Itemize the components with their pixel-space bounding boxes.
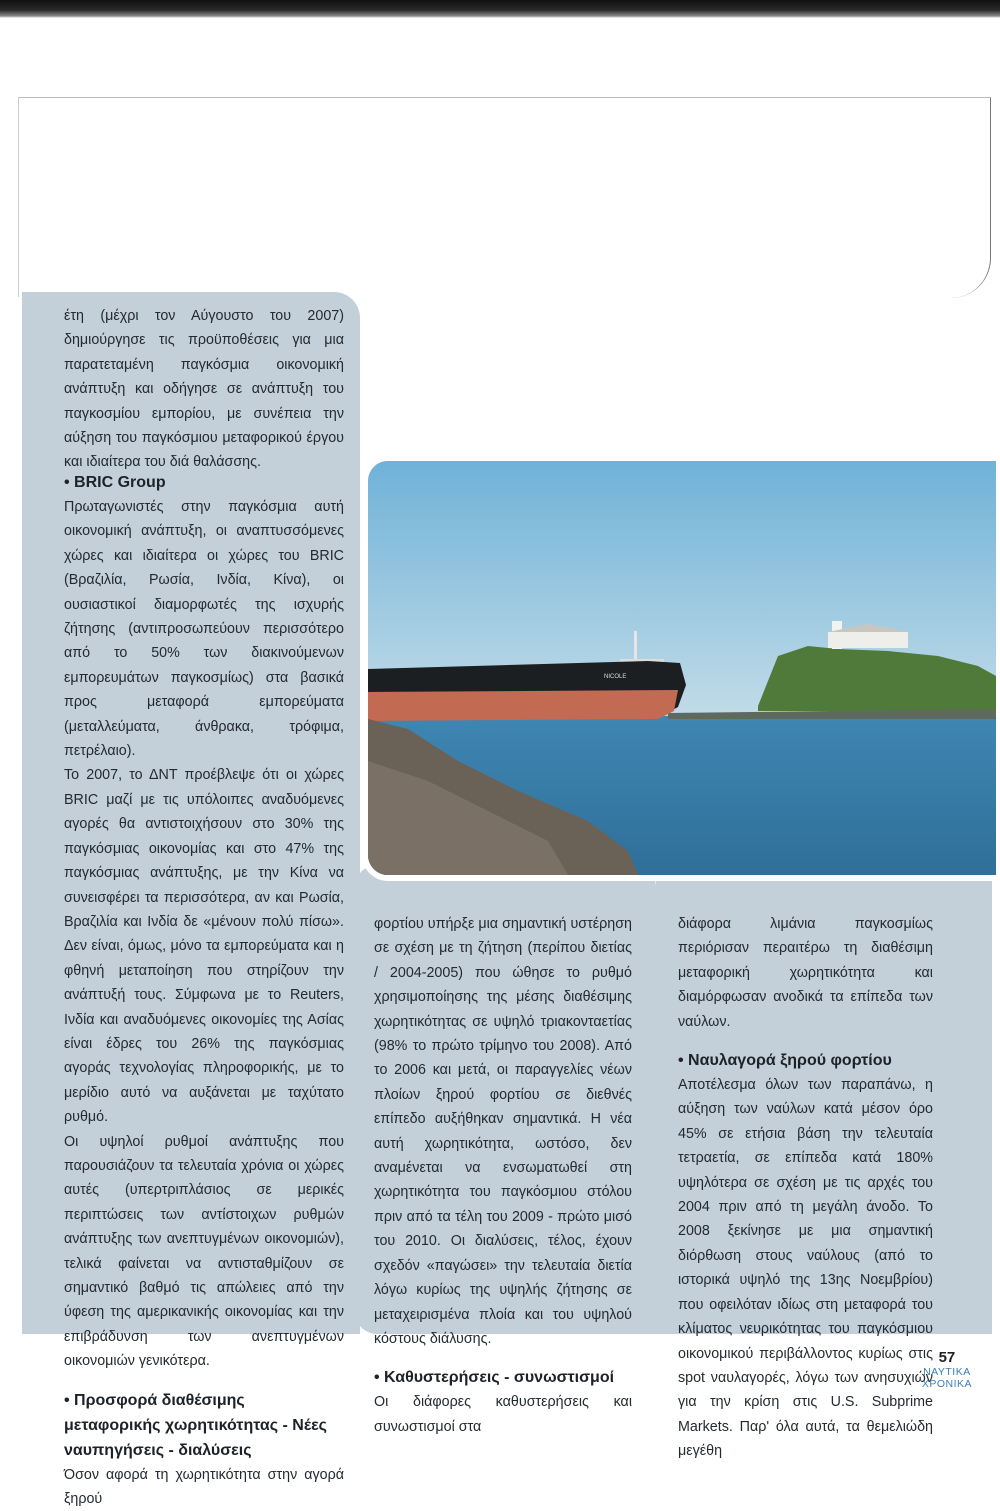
intro-paragraph: έτη (μέχρι τον Αύγουστο του 2007) δημιούργησε τις προϋποθέσεις για μια παρατεταμένη παγκόσμια οικονομική ανάπτυξη και οδήγησε σε ανάπτυξη του παγκοσμίου εμπορίου, με συνέπεια την αύξηση του παγκόσμιου μεταφορικού έργου και ιδιαίτερα του διά θαλάσσης.: [64, 308, 344, 471]
charter-heading: • Ναυλαγορά ξηρού φορτίου: [678, 1052, 892, 1070]
ship-photo: [362, 455, 1000, 881]
column-left: [64, 470, 344, 1511]
bric-paragraph-3: Οι υψηλοί ρυθμοί ανάπτυξης που παρουσιάζουν τα τελευταία χρόνια οι χώρες αυτές (υπερτριπλάσιος σε μερικές περιπτώσεις των αντίστοιχων ρυθμών ανάπτυξης των ανεπτυγμένων οικονομιών), τελικά φαίνεται να αντισταθμίζουν σε σημαντικό βαθμό τις απώλειες από την ύφεση της αμερικανικής οικονομίας και την επιβράδυνση των ανεπτυγμένων οικονομιών γενικότερα.: [64, 1133, 344, 1370]
charter-paragraph: Αποτέλεσμα όλων των παραπάνω, η αύξηση των ναύλων κατά μέσον όρο 45% σε ετήσια βάση την τελευταία τετραετία, σε επίπεδα κατά 180% υψηλότερα σε σχέση με τις αρχές του 2004 πριν από τη μεγάλη άνοδο. Το 2008 ξεκίνησε με μια σημαντική διόρθωση στους ναύλους (από το ιστορικά υψηλό της 13ης Νοεμβρίου) που οφειλόταν ιδίως στη μεταφορά του κλίματος νευρικότητας του παγκόσμιου οικονομικού περιβάλλοντος κυρίως στις spot ναυλαγορές, λόγω των ανησυχιών για την κρίση στις U.S. Subprime Markets. Παρ' όλα αυτά, τα θεμελιώδη μεγέθη: [678, 1077, 933, 1460]
publication-name-line2: ΧΡΟΝΙΚΑ: [921, 1378, 972, 1390]
top-frame-left-edge: [18, 97, 19, 297]
page-folio: [922, 1350, 972, 1390]
ship-name-label: NICOLE: [604, 674, 627, 680]
bric-paragraph-1: Πρωταγωνιστές στην παγκόσμια αυτή οικονομική ανάπτυξη, οι αναπτυσσόμενες χώρες και ιδιαίτερα οι χώρες του BRIC (Βραζιλία, Ρωσία, Ινδία, Κίνα), οι ουσιαστικοί διαμορφωτές της ισχυρής ζήτησης (αντιπροσωπεύουν περισσότερο από το 50% των διακινούμενων εμπορευμάτων παγκοσμίως) στα βασικά προς μεταφορά εμπορεύματα (μεταλλεύματα, άνθρακα, τρόφιμα, πετρέλαιο).: [64, 499, 344, 760]
top-edge-bar: [0, 0, 1000, 18]
supply-heading: • Προσφορά διαθέσιμης μεταφορικής χωρητικότητας - Νέες ναυπηγήσεις - διαλύσεις: [64, 1391, 327, 1459]
column-right: [678, 912, 933, 1464]
supply-paragraph-cont: φορτίου υπήρξε μια σημαντική υστέρηση σε σχέση με τη ζήτηση (περίπου διετίας / 2004-2005) που ώθησε το ρυθμό χρησιμοποίησης της μέσης διαθέσιμης χωρητικότητας σε υψηλό τριακονταετίας (98% το πρώτο τρίμηνο του 2008). Από το 2006 και μετά, οι παραγγελίες νέων πλοίων ξηρού φορτίου σε διεθνές επίπεδο αυξήθηκαν σημαντικά. Η νέα αυτή χωρητικότητα, ωστόσο, δεν αναμένεται να ενσωματωθεί στη χωρητικότητα του παγκόσμιου στόλου πριν από τα τέλη του 2009 - πρώτο μισό του 2010. Οι διαλύσεις, τέλος, έχουν σχεδόν «παγώσει» την τελευταία διετία λόγω κυρίως της υψηλής ζήτησης σε μεταχειρισμένα πλοία και του υψηλού κόστους διάλυσης.: [374, 916, 632, 1347]
bric-paragraph-2: Το 2007, το ΔΝΤ προέβλεψε ότι οι χώρες BRIC μαζί με τις υπόλοιπες αναδυόμενες αγορές θα αντιστοιχήσουν στο 30% της παγκόσμιας οικονομίας και στο 47% της παγκόσμιας ανάπτυξης, με την Κίνα να συνεισφέρει τα περισσότερα, αν και Ρωσία, Βραζιλία και Ινδία δε «μένουν πολύ πίσω». Δεν είναι, όμως, μόνο τα εμπορεύματα και η φθηνή μεταποίηση που στηρίζουν την ανάπτυξή τους. Σύμφωνα με το Reuters, Ινδία και αναδυόμενες οικονομίες της Ασίας είναι έδρες του 26% της παγκόσμιας αγοράς τεχνολογίας πληροφορικής, με το μερίδιο αυτό να αυξάνεται με ταχύτατο ρυθμό.: [64, 767, 344, 1126]
top-frame-outline: [18, 97, 991, 298]
delays-paragraph-start: Οι διάφορες καθυστερήσεις και συνωστισμοί στα: [374, 1394, 632, 1435]
page-number: 57: [938, 1349, 956, 1366]
bric-heading: • BRIC Group: [64, 474, 166, 491]
delays-paragraph-cont: διάφορα λιμάνια παγκοσμίως περιόρισαν περαιτέρω τη διαθέσιμη μεταφορική χωρητικότητα και διαμόρφωσαν ανοδικά τα επίπεδα των ναύλων.: [678, 916, 933, 1030]
column-middle: [374, 912, 632, 1439]
supply-paragraph-start: Όσον αφορά τη χωρητικότητα στην αγορά ξηρού: [64, 1466, 344, 1508]
column-left-intro: [64, 304, 344, 475]
delays-heading: • Καθυστερήσεις - συνωστισμοί: [374, 1369, 615, 1387]
publication-name-line1: ΝΑΥΤΙΚΑ: [923, 1366, 971, 1378]
